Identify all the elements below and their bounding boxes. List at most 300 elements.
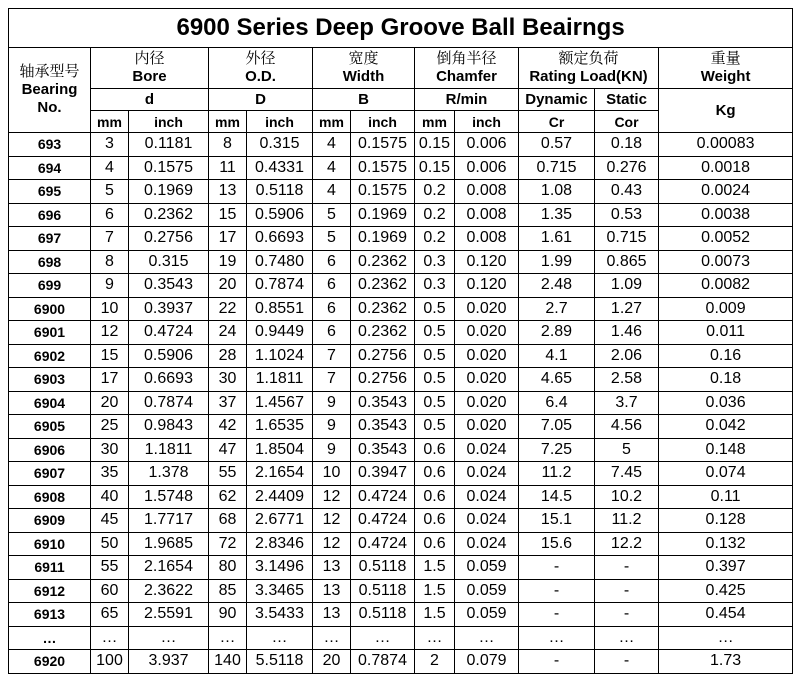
table-cell: 0.006 [455, 156, 519, 180]
table-row [9, 556, 793, 580]
table-cell: 0.128 [659, 509, 793, 533]
table-cell: 12.2 [595, 532, 659, 556]
table-cell: - [595, 603, 659, 627]
table-cell: 0.009 [659, 297, 793, 321]
table-cell: 2.4409 [247, 485, 313, 509]
unit-mm: mm [313, 111, 351, 133]
table-cell: 1.9685 [129, 532, 209, 556]
table-cell: 0.5906 [129, 344, 209, 368]
table-cell: 0.1575 [351, 156, 415, 180]
table-cell: 8 [91, 250, 129, 274]
table-cell: 30 [91, 438, 129, 462]
table-cell: 62 [209, 485, 247, 509]
table-row [9, 274, 793, 298]
table-row [9, 626, 793, 650]
table-cell: 15.1 [519, 509, 595, 533]
table-cell: 2.8346 [247, 532, 313, 556]
table-cell: 0.6 [415, 462, 455, 486]
table-cell: 20 [209, 274, 247, 298]
table-cell: 0.0082 [659, 274, 793, 298]
table-cell: 17 [209, 227, 247, 251]
table-cell: 0.0018 [659, 156, 793, 180]
bearing-model-cell: … [9, 626, 91, 650]
table-cell: 1.35 [519, 203, 595, 227]
table-cell: 3.1496 [247, 556, 313, 580]
table-cell: 2.1654 [247, 462, 313, 486]
table-cell: 2.5591 [129, 603, 209, 627]
table-cell: 12 [313, 532, 351, 556]
table-cell: 90 [209, 603, 247, 627]
od-en-label: O.D. [245, 68, 276, 85]
table-cell: 13 [209, 180, 247, 204]
bearing-model-cell: 6901 [9, 321, 91, 345]
table-cell: 0.020 [455, 297, 519, 321]
bearing-model-cell: 697 [9, 227, 91, 251]
table-cell: … [595, 626, 659, 650]
od-symbol: D [209, 89, 313, 111]
table-cell: 0.2 [415, 180, 455, 204]
table-cell: 140 [209, 650, 247, 674]
dynamic-label: Dynamic [519, 89, 595, 111]
table-cell: 0.4724 [129, 321, 209, 345]
table-cell: 0.2362 [351, 297, 415, 321]
table-cell: 0.2362 [129, 203, 209, 227]
table-cell: 0.3937 [129, 297, 209, 321]
table-cell: 1.4567 [247, 391, 313, 415]
table-cell: 0.006 [455, 133, 519, 157]
unit-inch: inch [129, 111, 209, 133]
table-cell: 9 [313, 391, 351, 415]
table-cell: 4.56 [595, 415, 659, 439]
bearing-model-cell: 6909 [9, 509, 91, 533]
table-cell: 55 [91, 556, 129, 580]
table-cell: 42 [209, 415, 247, 439]
bearing-model-cell: 698 [9, 250, 91, 274]
table-cell: 0.3543 [351, 438, 415, 462]
table-cell: 3.5433 [247, 603, 313, 627]
bearing-model-cell: 6903 [9, 368, 91, 392]
table-cell: 0.020 [455, 368, 519, 392]
table-cell: 0.2756 [129, 227, 209, 251]
table-cell: … [351, 626, 415, 650]
table-cell: 0.2362 [351, 274, 415, 298]
table-cell: 0.024 [455, 509, 519, 533]
table-cell: … [519, 626, 595, 650]
table-cell: 10 [313, 462, 351, 486]
table-cell: 15.6 [519, 532, 595, 556]
table-cell: 0.2756 [351, 344, 415, 368]
table-cell: 0.024 [455, 485, 519, 509]
table-cell: 15 [91, 344, 129, 368]
table-cell: 13 [313, 556, 351, 580]
bearing-model-cell: 6908 [9, 485, 91, 509]
chamfer-header [415, 48, 519, 89]
table-cell: 68 [209, 509, 247, 533]
table-row [9, 203, 793, 227]
table-cell: 1.1024 [247, 344, 313, 368]
table-cell: 0.0024 [659, 180, 793, 204]
table-cell: 45 [91, 509, 129, 533]
table-row [9, 227, 793, 251]
bearing-model-cell: 694 [9, 156, 91, 180]
table-cell: 0.7874 [247, 274, 313, 298]
table-cell: 0.53 [595, 203, 659, 227]
table-cell: 0.148 [659, 438, 793, 462]
table-cell: 0.036 [659, 391, 793, 415]
table-row [9, 603, 793, 627]
kg-label: Kg [659, 89, 793, 133]
bearing-spec-sheet [8, 8, 792, 674]
table-cell: 0.715 [519, 156, 595, 180]
width-header [313, 48, 415, 89]
table-cell: 0.1575 [129, 156, 209, 180]
table-cell: 5 [313, 203, 351, 227]
table-cell: 1.1811 [129, 438, 209, 462]
table-cell: 1.73 [659, 650, 793, 674]
table-cell: 1.5 [415, 556, 455, 580]
table-cell: 85 [209, 579, 247, 603]
static-label: Static [595, 89, 659, 111]
table-cell: 13 [313, 579, 351, 603]
table-cell: 20 [313, 650, 351, 674]
table-row [9, 650, 793, 674]
table-row [9, 532, 793, 556]
width-en-label: Width [342, 68, 385, 85]
table-cell: 13 [313, 603, 351, 627]
table-cell: 0.4331 [247, 156, 313, 180]
table-cell: 0.4724 [351, 485, 415, 509]
table-cell: 0.18 [595, 133, 659, 157]
table-cell: 4 [91, 156, 129, 180]
table-cell: 11.2 [595, 509, 659, 533]
bore-header [91, 48, 209, 89]
table-cell: 0.5 [415, 344, 455, 368]
table-row [9, 250, 793, 274]
table-cell: 8 [209, 133, 247, 157]
unit-mm: mm [91, 111, 129, 133]
chamfer-en-label: Chamfer [436, 68, 497, 85]
table-cell: 37 [209, 391, 247, 415]
table-cell: - [519, 579, 595, 603]
bearing-en-label: Bearing [21, 81, 78, 98]
table-cell: 1.99 [519, 250, 595, 274]
table-cell: 0.4724 [351, 532, 415, 556]
table-cell: 0.15 [415, 133, 455, 157]
unit-mm: mm [415, 111, 455, 133]
table-cell: 1.61 [519, 227, 595, 251]
weight-en-label: Weight [700, 68, 751, 85]
rating-zh-label: 额定负荷 [558, 50, 619, 67]
table-cell: 0.715 [595, 227, 659, 251]
table-cell: 0.020 [455, 321, 519, 345]
table-cell: 0.6 [415, 532, 455, 556]
table-row [9, 438, 793, 462]
table-cell: 0.865 [595, 250, 659, 274]
table-cell: 4 [313, 133, 351, 157]
table-cell: 1.7717 [129, 509, 209, 533]
table-cell: 9 [313, 415, 351, 439]
bearing-model-cell: 6910 [9, 532, 91, 556]
table-cell: 1.09 [595, 274, 659, 298]
table-cell: 0.5 [415, 368, 455, 392]
bearing-model-cell: 699 [9, 274, 91, 298]
table-cell: 0.9843 [129, 415, 209, 439]
table-cell: 0.008 [455, 227, 519, 251]
unit-inch: inch [455, 111, 519, 133]
bearing-model-cell: 6920 [9, 650, 91, 674]
table-cell: 2.7 [519, 297, 595, 321]
table-cell: 0.57 [519, 133, 595, 157]
bearing-model-cell: 6913 [9, 603, 91, 627]
table-cell: 0.276 [595, 156, 659, 180]
table-cell: 1.5748 [129, 485, 209, 509]
table-cell: 0.8551 [247, 297, 313, 321]
table-cell: … [247, 626, 313, 650]
width-symbol: B [313, 89, 415, 111]
table-cell: … [659, 626, 793, 650]
table-cell: 0.7874 [351, 650, 415, 674]
table-cell: 0.5906 [247, 203, 313, 227]
table-cell: 65 [91, 603, 129, 627]
table-cell: 1.1811 [247, 368, 313, 392]
table-cell: 0.074 [659, 462, 793, 486]
table-cell: 0.425 [659, 579, 793, 603]
table-cell: 3.937 [129, 650, 209, 674]
table-cell: 1.6535 [247, 415, 313, 439]
table-cell: 35 [91, 462, 129, 486]
table-row [9, 509, 793, 533]
bearing-no-label: No. [37, 99, 62, 116]
chamfer-symbol: R/min [415, 89, 519, 111]
table-cell: 0.1181 [129, 133, 209, 157]
table-cell: 3.3465 [247, 579, 313, 603]
table-cell: 6 [313, 274, 351, 298]
table-cell: - [595, 579, 659, 603]
bearing-model-cell: 6912 [9, 579, 91, 603]
table-cell: 0.5 [415, 297, 455, 321]
table-row [9, 321, 793, 345]
table-cell: 11.2 [519, 462, 595, 486]
table-cell: 0.2756 [351, 368, 415, 392]
table-cell: 2.6771 [247, 509, 313, 533]
table-cell: 0.1575 [351, 133, 415, 157]
table-cell: 0.011 [659, 321, 793, 345]
table-cell: 0.00083 [659, 133, 793, 157]
table-row [9, 415, 793, 439]
table-cell: 0.11 [659, 485, 793, 509]
table-cell: 12 [91, 321, 129, 345]
table-cell: 6 [313, 250, 351, 274]
table-cell: 3.7 [595, 391, 659, 415]
table-cell: 0.397 [659, 556, 793, 580]
table-cell: 0.059 [455, 603, 519, 627]
table-cell: 7.45 [595, 462, 659, 486]
table-cell: 4.65 [519, 368, 595, 392]
table-cell: 0.079 [455, 650, 519, 674]
table-cell: 7 [91, 227, 129, 251]
table-row [9, 133, 793, 157]
table-row [9, 180, 793, 204]
table-cell: 0.2362 [351, 250, 415, 274]
table-cell: 19 [209, 250, 247, 274]
unit-inch: inch [247, 111, 313, 133]
table-cell: 5 [595, 438, 659, 462]
table-cell: 0.5 [415, 391, 455, 415]
table-cell: 0.020 [455, 391, 519, 415]
table-cell: 0.0052 [659, 227, 793, 251]
cr-label: Cr [519, 111, 595, 133]
table-cell: 12 [313, 485, 351, 509]
table-cell: 2.06 [595, 344, 659, 368]
table-cell: 0.6 [415, 438, 455, 462]
table-cell: … [455, 626, 519, 650]
table-cell: 0.0038 [659, 203, 793, 227]
table-cell: 100 [91, 650, 129, 674]
table-cell: 2.1654 [129, 556, 209, 580]
width-zh-label: 宽度 [348, 50, 379, 67]
table-cell: 2.89 [519, 321, 595, 345]
table-cell: 6.4 [519, 391, 595, 415]
bearing-model-cell: 6900 [9, 297, 91, 321]
weight-zh-label: 重量 [710, 50, 741, 67]
table-cell: 0.4724 [351, 509, 415, 533]
table-cell: … [91, 626, 129, 650]
table-cell: 0.9449 [247, 321, 313, 345]
table-row [9, 462, 793, 486]
table-cell: 6 [313, 297, 351, 321]
table-cell: 1.27 [595, 297, 659, 321]
table-cell: 0.3543 [129, 274, 209, 298]
table-cell: 0.3947 [351, 462, 415, 486]
table-cell: 1.08 [519, 180, 595, 204]
table-cell: 1.378 [129, 462, 209, 486]
bearing-model-cell: 696 [9, 203, 91, 227]
od-header [209, 48, 313, 89]
table-cell: 4 [313, 180, 351, 204]
table-cell: 30 [209, 368, 247, 392]
table-cell: 2.3622 [129, 579, 209, 603]
table-cell: 0.2 [415, 227, 455, 251]
table-cell: 7.25 [519, 438, 595, 462]
cor-label: Cor [595, 111, 659, 133]
table-cell: 0.6 [415, 509, 455, 533]
table-cell: 10.2 [595, 485, 659, 509]
unit-inch: inch [351, 111, 415, 133]
table-cell: 0.3543 [351, 391, 415, 415]
table-cell: - [519, 650, 595, 674]
table-cell: 0.120 [455, 274, 519, 298]
table-row [9, 485, 793, 509]
table-cell: 20 [91, 391, 129, 415]
table-cell: 2.48 [519, 274, 595, 298]
table-cell: 47 [209, 438, 247, 462]
table-cell: 5 [91, 180, 129, 204]
bearing-model-cell: 6907 [9, 462, 91, 486]
table-body [9, 133, 793, 674]
table-cell: 0.18 [659, 368, 793, 392]
table-cell: 0.1969 [351, 203, 415, 227]
table-cell: 0.024 [455, 462, 519, 486]
bearing-model-cell: 695 [9, 180, 91, 204]
table-cell: 0.1969 [129, 180, 209, 204]
bearing-model-cell: 6905 [9, 415, 91, 439]
table-cell: 0.059 [455, 556, 519, 580]
table-row [9, 344, 793, 368]
table-cell: 0.008 [455, 203, 519, 227]
table-row [9, 368, 793, 392]
bearing-spec-table [8, 8, 793, 674]
table-cell: 9 [91, 274, 129, 298]
table-cell: 0.0073 [659, 250, 793, 274]
table-cell: 0.059 [455, 579, 519, 603]
table-row [9, 579, 793, 603]
table-cell: 0.024 [455, 532, 519, 556]
table-cell: 1.5 [415, 603, 455, 627]
bearing-model-cell: 693 [9, 133, 91, 157]
table-cell: 0.3 [415, 250, 455, 274]
rating-en-label: Rating Load(KN) [529, 68, 648, 85]
table-cell: 6 [313, 321, 351, 345]
table-cell: … [209, 626, 247, 650]
table-cell: 50 [91, 532, 129, 556]
table-cell: 2 [415, 650, 455, 674]
table-cell: 0.020 [455, 415, 519, 439]
table-cell: 0.454 [659, 603, 793, 627]
table-cell: 0.6693 [247, 227, 313, 251]
bearing-model-cell: 6902 [9, 344, 91, 368]
bearing-no-header [9, 48, 91, 133]
table-cell: - [595, 650, 659, 674]
table-cell: - [595, 556, 659, 580]
table-cell: … [129, 626, 209, 650]
table-cell: 7 [313, 344, 351, 368]
table-cell: 3 [91, 133, 129, 157]
bearing-model-cell: 6904 [9, 391, 91, 415]
table-cell: 0.5 [415, 415, 455, 439]
table-cell: 1.46 [595, 321, 659, 345]
table-cell: 0.16 [659, 344, 793, 368]
table-cell: 9 [313, 438, 351, 462]
table-cell: 1.5 [415, 579, 455, 603]
table-cell: 7.05 [519, 415, 595, 439]
table-cell: 12 [313, 509, 351, 533]
table-cell: 10 [91, 297, 129, 321]
table-cell: 0.5118 [247, 180, 313, 204]
table-cell: 5.5118 [247, 650, 313, 674]
table-cell: - [519, 556, 595, 580]
table-cell: 0.024 [455, 438, 519, 462]
table-cell: 0.6693 [129, 368, 209, 392]
bearing-zh-label: 轴承型号 [19, 63, 80, 80]
table-cell: 0.2 [415, 203, 455, 227]
bore-en-label: Bore [132, 68, 167, 85]
table-cell: 0.3 [415, 274, 455, 298]
table-cell: 0.7480 [247, 250, 313, 274]
table-cell: 0.5118 [351, 603, 415, 627]
table-cell: 4 [313, 156, 351, 180]
table-cell: 2.58 [595, 368, 659, 392]
table-cell: 25 [91, 415, 129, 439]
table-cell: 60 [91, 579, 129, 603]
table-cell: 7 [313, 368, 351, 392]
table-cell: 40 [91, 485, 129, 509]
rating-header [519, 48, 659, 89]
table-cell: 0.315 [247, 133, 313, 157]
table-cell: 0.6 [415, 485, 455, 509]
bearing-model-cell: 6906 [9, 438, 91, 462]
table-cell: 11 [209, 156, 247, 180]
table-cell: 0.5 [415, 321, 455, 345]
